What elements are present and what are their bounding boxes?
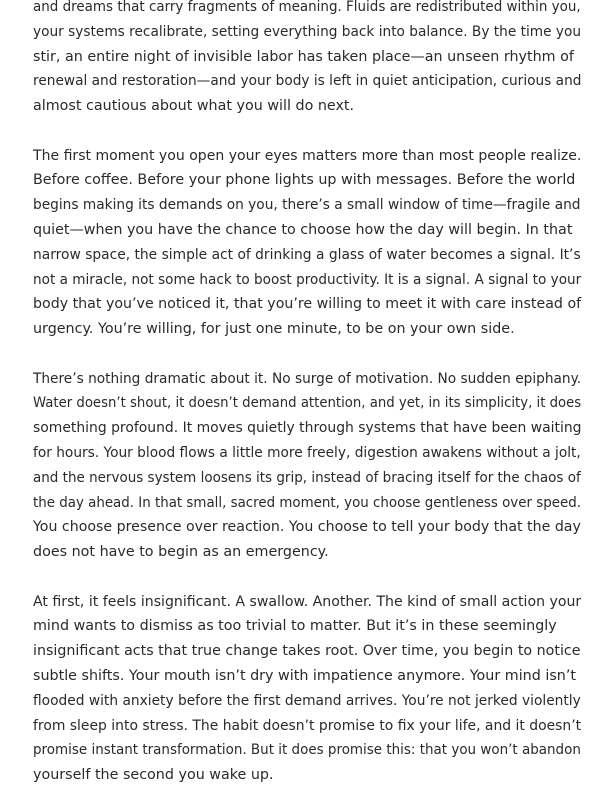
paragraph-4 [33,590,581,788]
paragraph-4-line-7: promise instant transformation. But it does promise this: that you won’t abandon [33,742,581,759]
paragraph-2-line-4: quiet—when you have the chance to choose how the day will begin. In that [33,221,573,238]
paragraph-1-line-4: renewal and restoration—and your body is left in quiet anticipation, curious and [33,73,582,90]
paragraph-3 [33,367,581,565]
paragraph-2-line-5: narrow space, the simple act of drinking a glass of water becomes a signal. It’s [33,246,581,263]
paragraph-2-line-3: begins making its demands on you, there’s a small window of time—fragile and [33,197,581,214]
paragraph-1 [33,0,581,119]
paragraph-4-line-2: mind wants to dismiss as too trivial to matter. But it’s in these seemingly [33,618,557,635]
paragraph-2-line-8: urgency. You’re willing, for just one minute, to be on your own side. [33,321,515,338]
paragraph-4-line-6: from sleep into stress. The habit doesn’t promise to fix your life, and it doesn’t [33,717,582,734]
paragraph-2-line-1: The first moment you open your eyes matters more than most people realize. [33,147,582,164]
paragraph-4-line-8: yourself the second you wake up. [33,767,274,784]
paragraph-3-line-2: Water doesn’t shout, it doesn’t demand attention, and yet, in its simplicity, it does [33,395,582,412]
paragraph-2-line-2: Before coffee. Before your phone lights up with messages. Before the world [33,172,576,189]
paragraph-3-line-4: for hours. Your blood flows a little more freely, digestion awakens without a jolt, [33,444,581,461]
paragraph-3-line-3: something profound. It moves quietly through systems that have been waiting [33,420,582,437]
paragraph-3-line-8: does not have to begin as an emergency. [33,544,329,561]
paragraph-1-line-1: and dreams that carry fragments of meaning. Fluids are redistributed within you, [33,0,581,15]
paragraph-3-line-6: the day ahead. In that small, sacred moment, you choose gentleness over speed. [33,494,581,511]
paragraph-1-line-5: almost cautious about what you will do next. [33,98,355,115]
paragraph-3-line-7: You choose presence over reaction. You choose to tell your body that the day [33,519,581,536]
paragraph-1-line-2: your systems recalibrate, setting everything back into balance. By the time you [33,23,582,40]
paragraph-2-line-6: not a miracle, not some hack to boost productivity. It is a signal. A signal to your [33,271,582,288]
paragraph-4-line-1: At first, it feels insignificant. A swallow. Another. The kind of small action your [33,593,582,610]
paragraph-4-line-3: insignificant acts that true change takes root. Over time, you begin to notice [33,643,581,660]
paragraph-2-line-7: body that you’ve noticed it, that you’re willing to meet it with care instead of [33,296,582,313]
paragraph-1-line-3: stir, an entire night of invisible labor has taken place—an unseen rhythm of [33,48,574,65]
paragraph-4-line-5: flooded with anxiety before the first demand arrives. You’re not jerked violently [33,692,581,709]
paragraph-3-line-1: There’s nothing dramatic about it. No surge of motivation. No sudden epiphany. [33,370,582,387]
paragraph-3-line-5: and the nervous system loosens its grip, instead of bracing itself for the chaos of [33,469,581,486]
paragraph-2 [33,144,581,342]
article-body [33,0,581,812]
paragraph-4-line-4: subtle shifts. Your mouth isn’t dry with impatience anymore. Your mind isn’t [33,667,576,684]
